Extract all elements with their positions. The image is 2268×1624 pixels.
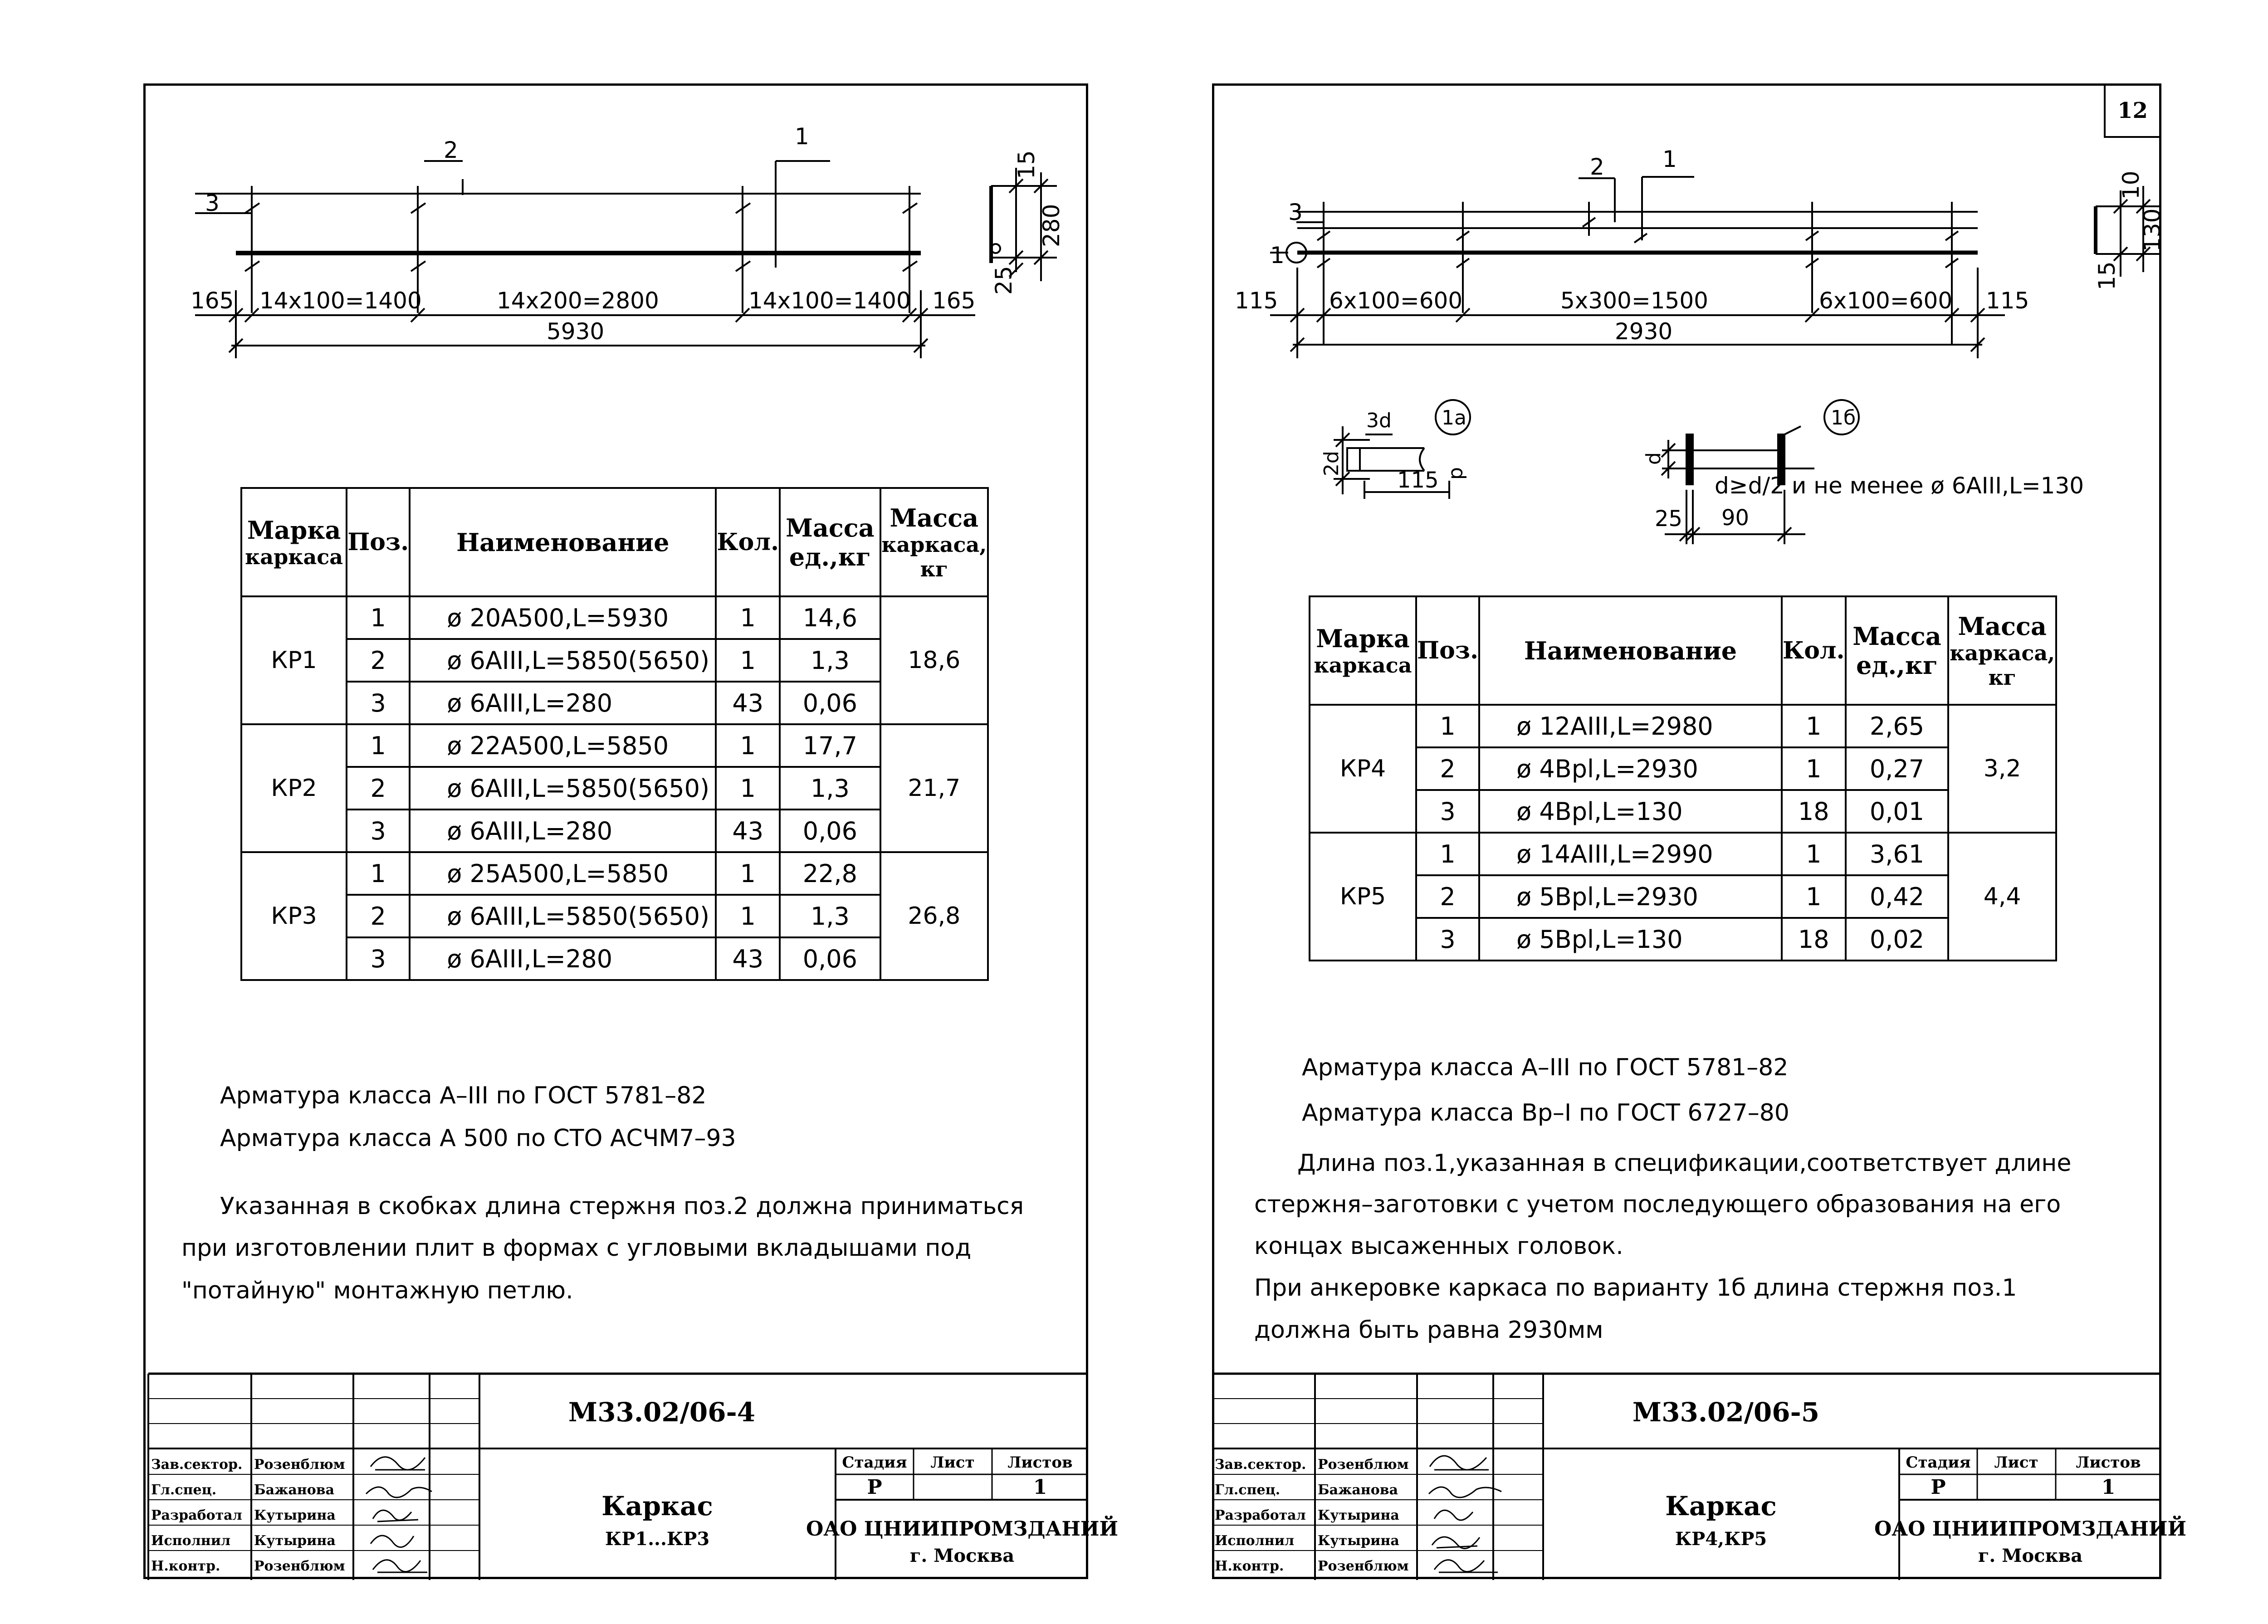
left-label-pos1: 1 xyxy=(795,123,809,150)
left-dim-4: 14x100=1400 xyxy=(748,288,911,314)
pos-cell: 2 xyxy=(347,767,410,810)
total-mass-cell: 21,7 xyxy=(880,724,988,852)
mass-cell: 0,27 xyxy=(1846,747,1949,790)
pos-cell: 1 xyxy=(1416,705,1479,747)
qty-cell: 43 xyxy=(716,937,780,980)
left-dim-1: 165 xyxy=(191,288,234,314)
th-qty: Кол. xyxy=(1782,596,1846,705)
name-cell: ø 6AIII,L=280 xyxy=(410,937,716,980)
right-label-pos1b: 1 xyxy=(1270,242,1285,268)
right-stamp-sheets-header: Листов xyxy=(2076,1453,2141,1472)
left-stamp-subtitle: КР1...КР3 xyxy=(605,1528,710,1550)
right-stamp-subtitle: КР4,КР5 xyxy=(1675,1528,1767,1550)
detail-1a-2d: 2d xyxy=(1320,451,1343,476)
qty-cell: 43 xyxy=(716,810,780,852)
qty-cell: 1 xyxy=(1782,705,1846,747)
right-stamp-stage: Р xyxy=(1931,1476,1946,1499)
qty-cell: 1 xyxy=(1782,833,1846,875)
total-mass-cell: 26,8 xyxy=(880,852,988,980)
left-stamp-title: Каркас xyxy=(601,1491,713,1522)
left-spec-table xyxy=(240,487,989,981)
right-note-7: должна быть равна 2930мм xyxy=(1254,1317,1603,1344)
right-note-2: Арматура класса Вр–I по ГОСТ 6727–80 xyxy=(1302,1099,1789,1127)
right-stamp-name-2: Бажанова xyxy=(1318,1482,1398,1498)
right-stamp-name-1: Розенблюм xyxy=(1318,1457,1409,1473)
right-side-dim-15: 15 xyxy=(2094,261,2120,290)
right-note-3: Длина поз.1,указанная в спецификации,соответствует длине xyxy=(1297,1150,2072,1177)
th-unit-mass: Масса ед.,кг xyxy=(1846,596,1949,705)
left-stamp-stage: Р xyxy=(867,1476,882,1499)
table-row xyxy=(241,682,988,724)
left-stamp-role-3: Разработал xyxy=(151,1507,242,1523)
right-stamp-role-2: Гл.спец. xyxy=(1215,1482,1281,1498)
right-stamp-code: М33.02/06-5 xyxy=(1632,1397,1820,1428)
th-unit-mass: Масса ед.,кг xyxy=(780,488,880,596)
left-title-block xyxy=(148,1374,1119,1580)
left-stamp-role-1: Зав.сектор. xyxy=(151,1457,243,1473)
name-cell: ø 5Bpl,L=2930 xyxy=(1479,875,1782,918)
right-side-dim-10: 10 xyxy=(2118,171,2144,200)
right-stamp-org: ОАО ЦНИИПРОМЗДАНИЙ xyxy=(1874,1517,2187,1541)
left-dim-3: 14x200=2800 xyxy=(497,288,659,314)
left-note-1: Арматура класса А–III по ГОСТ 5781–82 xyxy=(220,1082,707,1109)
qty-cell: 18 xyxy=(1782,790,1846,833)
left-stamp-sheets-header: Листов xyxy=(1007,1453,1073,1472)
name-cell: ø 12AIII,L=2980 xyxy=(1479,705,1782,747)
table-row xyxy=(241,937,988,980)
right-stamp-sheets: 1 xyxy=(2101,1476,2116,1499)
mass-cell: 3,61 xyxy=(1846,833,1949,875)
th-name: Наименование xyxy=(1479,596,1782,705)
name-cell: ø 5Bpl,L=130 xyxy=(1479,918,1782,961)
right-dim-1: 115 xyxy=(1235,288,1278,314)
name-cell: ø 22А500,L=5850 xyxy=(410,724,716,767)
table-row xyxy=(1310,705,2056,747)
detail-1b-tag: 1б xyxy=(1831,406,1856,429)
right-stamp-name-4: Кутырина xyxy=(1318,1533,1399,1549)
th-total-mass: Масса каркаса, кг xyxy=(880,488,988,596)
name-cell: ø 25А500,L=5850 xyxy=(410,852,716,895)
left-label-pos2: 2 xyxy=(444,137,458,163)
detail-1b-dim-90: 90 xyxy=(1721,505,1750,531)
right-stamp-name-5: Розенблюм xyxy=(1318,1558,1409,1574)
name-cell: ø 6AIII,L=5850(5650) xyxy=(410,895,716,937)
right-dim-2: 6x100=600 xyxy=(1329,288,1463,314)
mass-cell: 22,8 xyxy=(780,852,880,895)
right-stamp-name-3: Кутырина xyxy=(1318,1507,1399,1523)
pos-cell: 1 xyxy=(347,724,410,767)
mark-cell: КР3 xyxy=(241,852,347,980)
left-frame-drawing xyxy=(0,0,1134,385)
left-dim-2: 14x100=1400 xyxy=(259,288,422,314)
right-side-dim-130: 130 xyxy=(2139,208,2165,252)
total-mass-cell: 3,2 xyxy=(1948,705,2056,833)
left-note-2: Арматура класса А 500 по СТО АСЧМ7–93 xyxy=(220,1125,736,1152)
pos-cell: 1 xyxy=(1416,833,1479,875)
left-stamp-sheets: 1 xyxy=(1033,1476,1047,1499)
left-dim-total: 5930 xyxy=(547,318,605,345)
pos-cell: 2 xyxy=(1416,875,1479,918)
qty-cell: 1 xyxy=(716,852,780,895)
table-row xyxy=(1310,833,2056,875)
left-stamp-role-2: Гл.спец. xyxy=(151,1482,217,1498)
left-note-5: "потайную" монтажную петлю. xyxy=(181,1277,573,1304)
mark-cell: КР4 xyxy=(1310,705,1416,833)
table-row xyxy=(1310,790,2056,833)
left-stamp-role-5: Н.контр. xyxy=(151,1558,220,1574)
name-cell: ø 6AIII,L=5850(5650) xyxy=(410,767,716,810)
qty-cell: 1 xyxy=(1782,747,1846,790)
right-label-pos1: 1 xyxy=(1662,146,1677,172)
right-stamp-title: Каркас xyxy=(1665,1491,1777,1522)
mass-cell: 1,3 xyxy=(780,895,880,937)
name-cell: ø 6AIII,L=5850(5650) xyxy=(410,639,716,682)
detail-1b-condition: d≥d/2 и не менее ø 6AIII,L=130 xyxy=(1715,473,2084,499)
mass-cell: 2,65 xyxy=(1846,705,1949,747)
table-row xyxy=(241,596,988,639)
right-dim-4: 6x100=600 xyxy=(1819,288,1953,314)
th-qty: Кол. xyxy=(716,488,780,596)
name-cell: ø 20А500,L=5930 xyxy=(410,596,716,639)
left-side-dim-15: 15 xyxy=(1013,150,1040,179)
right-stamp-city: г. Москва xyxy=(1978,1545,2083,1566)
detail-1a-d: d xyxy=(1447,467,1470,480)
mass-cell: 17,7 xyxy=(780,724,880,767)
table-row xyxy=(1310,875,2056,918)
detail-1a-len: 115 xyxy=(1397,468,1439,493)
th-pos: Поз. xyxy=(347,488,410,596)
pos-cell: 1 xyxy=(347,852,410,895)
right-frame-drawing xyxy=(1179,0,2177,567)
th-mark: Марка каркаса xyxy=(241,488,347,596)
right-stamp-role-4: Исполнил xyxy=(1215,1533,1295,1549)
name-cell: ø 6AIII,L=280 xyxy=(410,682,716,724)
table-row xyxy=(1310,918,2056,961)
table-row xyxy=(1310,747,2056,790)
left-note-3: Указанная в скобках длина стержня поз.2 должна приниматься xyxy=(220,1193,1024,1220)
left-note-4: при изготовлении плит в формах с угловыми вкладышами под xyxy=(181,1234,972,1262)
total-mass-cell: 4,4 xyxy=(1948,833,2056,961)
mass-cell: 0,06 xyxy=(780,937,880,980)
right-label-pos3: 3 xyxy=(1288,199,1303,225)
table-row xyxy=(241,639,988,682)
mark-cell: КР5 xyxy=(1310,833,1416,961)
name-cell: ø 6AIII,L=280 xyxy=(410,810,716,852)
pos-cell: 2 xyxy=(1416,747,1479,790)
detail-1a-tag: 1а xyxy=(1442,406,1466,429)
pos-cell: 3 xyxy=(347,682,410,724)
left-dim-5: 165 xyxy=(932,288,976,314)
mass-cell: 1,3 xyxy=(780,767,880,810)
left-side-dim-25: 25 xyxy=(991,266,1017,295)
pos-cell: 3 xyxy=(1416,918,1479,961)
total-mass-cell: 18,6 xyxy=(880,596,988,724)
left-stamp-stage-header: Стадия xyxy=(842,1453,907,1472)
right-dim-total: 2930 xyxy=(1615,318,1673,345)
left-label-pos3: 3 xyxy=(205,190,220,216)
th-mark: Марка каркаса xyxy=(1310,596,1416,705)
mass-cell: 0,01 xyxy=(1846,790,1949,833)
th-name: Наименование xyxy=(410,488,716,596)
name-cell: ø 14AIII,L=2990 xyxy=(1479,833,1782,875)
right-note-6: При анкеровке каркаса по варианту 1б длина стержня поз.1 xyxy=(1254,1274,2017,1302)
qty-cell: 1 xyxy=(1782,875,1846,918)
left-stamp-name-4: Кутырина xyxy=(254,1533,336,1549)
right-stamp-role-3: Разработал xyxy=(1215,1507,1306,1523)
left-stamp-org: ОАО ЦНИИПРОМЗДАНИЙ xyxy=(806,1517,1119,1541)
qty-cell: 1 xyxy=(716,596,780,639)
right-stamp-sheet-header: Лист xyxy=(1994,1453,2038,1472)
qty-cell: 43 xyxy=(716,682,780,724)
table-row xyxy=(241,724,988,767)
left-stamp-name-2: Бажанова xyxy=(254,1482,335,1498)
left-stamp-name-5: Розенблюм xyxy=(254,1558,345,1574)
mark-cell: КР2 xyxy=(241,724,347,852)
left-stamp-code: М33.02/06-4 xyxy=(568,1397,756,1428)
mark-cell: КР1 xyxy=(241,596,347,724)
table-row xyxy=(241,810,988,852)
right-note-5: концах высаженных головок. xyxy=(1254,1233,1623,1260)
qty-cell: 1 xyxy=(716,724,780,767)
detail-1a-3d: 3d xyxy=(1366,409,1392,432)
table-row xyxy=(241,767,988,810)
mass-cell: 0,06 xyxy=(780,682,880,724)
pos-cell: 3 xyxy=(347,937,410,980)
left-stamp-name-3: Кутырина xyxy=(254,1507,336,1523)
qty-cell: 1 xyxy=(716,767,780,810)
qty-cell: 18 xyxy=(1782,918,1846,961)
mass-cell: 14,6 xyxy=(780,596,880,639)
qty-cell: 1 xyxy=(716,895,780,937)
right-stamp-role-1: Зав.сектор. xyxy=(1215,1457,1306,1473)
mass-cell: 0,02 xyxy=(1846,918,1949,961)
th-total-mass: Масса каркаса, кг xyxy=(1948,596,2056,705)
table-row xyxy=(241,895,988,937)
qty-cell: 1 xyxy=(716,639,780,682)
right-label-pos2: 2 xyxy=(1590,154,1604,180)
right-stamp-role-5: Н.контр. xyxy=(1215,1558,1284,1574)
mass-cell: 0,06 xyxy=(780,810,880,852)
pos-cell: 2 xyxy=(347,895,410,937)
detail-1b-d: d xyxy=(1642,452,1665,465)
table-row xyxy=(241,852,988,895)
mass-cell: 1,3 xyxy=(780,639,880,682)
right-title-block xyxy=(1212,1374,2187,1580)
name-cell: ø 4Bpl,L=130 xyxy=(1479,790,1782,833)
left-stamp-name-1: Розенблюм xyxy=(254,1457,345,1473)
pos-cell: 2 xyxy=(347,639,410,682)
left-stamp-city: г. Москва xyxy=(909,1545,1015,1566)
right-spec-table xyxy=(1309,595,2057,961)
pos-cell: 3 xyxy=(347,810,410,852)
right-note-4: стержня–заготовки с учетом последующего образования на его xyxy=(1254,1191,2061,1218)
detail-1b-dim-25: 25 xyxy=(1655,506,1683,532)
left-stamp-sheet-header: Лист xyxy=(930,1453,975,1472)
right-dim-5: 115 xyxy=(1986,288,2029,314)
left-stamp-role-4: Исполнил xyxy=(151,1533,231,1549)
right-dim-3: 5x300=1500 xyxy=(1560,288,1708,314)
th-pos: Поз. xyxy=(1416,596,1479,705)
right-stamp-stage-header: Стадия xyxy=(1906,1453,1971,1472)
name-cell: ø 4Bpl,L=2930 xyxy=(1479,747,1782,790)
mass-cell: 0,42 xyxy=(1846,875,1949,918)
left-side-dim-280: 280 xyxy=(1038,204,1065,247)
sheet-number: 12 xyxy=(2104,83,2161,138)
right-note-1: Арматура класса А–III по ГОСТ 5781–82 xyxy=(1302,1054,1789,1081)
pos-cell: 1 xyxy=(347,596,410,639)
pos-cell: 3 xyxy=(1416,790,1479,833)
